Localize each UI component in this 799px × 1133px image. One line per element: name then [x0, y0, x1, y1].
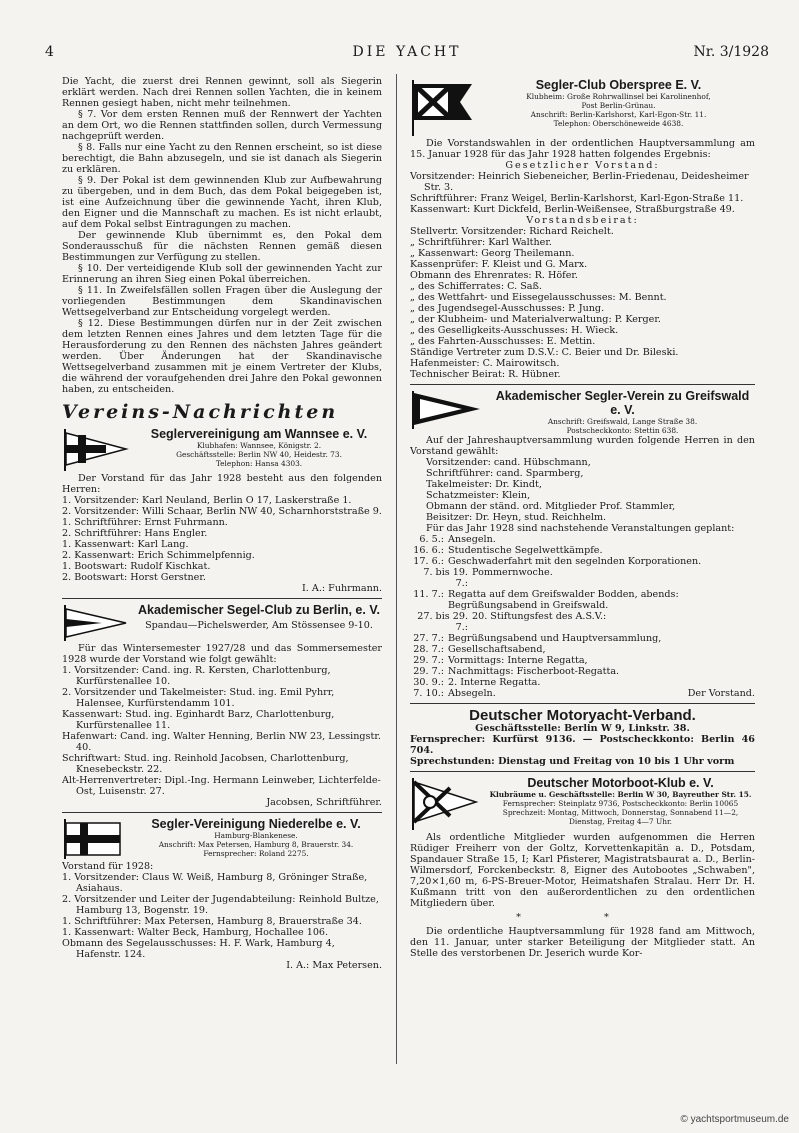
board-line: 1. Schriftführer: Ernst Fuhrmann. [62, 517, 228, 528]
program-text: Begrüßungsabend und Hauptversammlung, [448, 633, 662, 644]
board-line: Beisitzer: Dr. Heyn, stud. Reichhelm. [426, 512, 607, 523]
board-line: 2. Vorsitzender und Leiter der Jugendabteilung: Reinhold Bultze, Hamburg 13, Bogenstr. 19. [62, 894, 379, 916]
club-header-greifswald [410, 389, 755, 435]
program-item [410, 666, 755, 677]
program-item [410, 655, 755, 666]
program-item [410, 534, 755, 545]
club-name: Deutscher Motorboot-Klub e. V. [527, 776, 714, 790]
board-line: „ des Jugendsegel-Ausschusses: P. Jung. [410, 303, 605, 314]
paragraph: Die Yacht, die zuerst drei Rennen gewinnt, soll als Siegerin erklärt werden. Nach drei Rennen sollen Yachten, die in keinem Rennen gesiegt haben, nicht mehr teilnehmen. [62, 76, 382, 109]
board-line: Kassenprüfer: F. Kleist und G. Marx. [410, 259, 588, 270]
paragraph: § 7. Vor dem ersten Rennen muß der Rennwert der Yachten an dem Ort, wo die Rennen stattfinden sollen, durch Vermessung nachgeprüft werden. [62, 109, 382, 142]
board-line: Schatzmeister: Klein, [426, 490, 531, 501]
burgee-icon [62, 427, 130, 473]
program-item [410, 633, 755, 644]
program-text: Studentische Segelwettkämpfe. [448, 545, 603, 556]
board-line: Takelmeister: Dr. Kindt, [426, 479, 542, 490]
program-text: Regatta auf dem Greifswalder Bodden, abends: Begrüßungsabend in Greifswald. [448, 589, 679, 611]
program-item [410, 545, 755, 556]
separator-stars: * * [516, 912, 649, 923]
paragraph: § 9. Der Pokal ist dem gewinnenden Klub zur Aufbewahrung zu übergeben, und in dem Buch, das dem Pokal beigegeben ist, ist eine Aufzeichnung über die gewinnende Yacht, ihren Klub, den Eigner und die Mannschaft zu machen. Es ist nicht erlaubt, auf dem Pokal selbst Eintragungen zu machen. [62, 175, 382, 230]
program-date: 16. 6.: [413, 545, 444, 556]
club-info: Hamburg-Blankenese. [214, 831, 298, 840]
association-title: Deutscher Motoryacht-Verband. [469, 707, 696, 724]
program-text: 2. Interne Regatta. [448, 677, 541, 688]
paragraph: Als ordentliche Mitglieder wurden aufgenommen die Herren Rüdiger Freiherr von der Goltz, Korvettenkapitän a. D., Potsdam, Spandauer Straße 15, I; Karl Pfisterer, Magistratsbaurat a. D., Berlin-Wilmersdorf, Forckenbeckstr. 8, Eigner des Autobootes „Schwaben", 7,20×1,60 m, 6-PS-Breuer-Motor, Heimatshafen Stralau. Herr Dr. H. Kußmann tritt von den außerordentlichen zu den ordentlichen Mitgliedern über. [410, 832, 755, 909]
program-text: Gesellschaftsabend, [448, 644, 546, 655]
club-info: Klubheim: Große Rohrwallinsel bei Karolinenhof, [526, 92, 711, 101]
program-item [410, 688, 755, 699]
board-line: 2. Kassenwart: Erich Schimmelpfennig. [62, 550, 255, 561]
watermark: © yachtsportmuseum.de [680, 1114, 789, 1125]
program-item [410, 611, 755, 633]
club-info: Geschäftsstelle: Berlin NW 40, Heidestr. 73. [176, 450, 342, 459]
board-line: 1. Kassenwart: Walter Beck, Hamburg, Hochallee 106. [62, 927, 329, 938]
board-line: Vorsitzender: cand. Hübschmann, [426, 457, 591, 468]
right-column [410, 76, 755, 1076]
paragraph: Die Vorstandswahlen in der ordentlichen Hauptversammlung am 15. Januar 1928 für das Jahr 1928 hatten folgendes Ergebnis: [410, 138, 755, 160]
club-header-niederelbe [62, 817, 382, 861]
association-info: Sprechstunden: Dienstag und Freitag von 10 bis 1 Uhr vorm [410, 756, 735, 767]
divider [410, 384, 755, 385]
club-name: Akademischer Segler-Verein zu Greifswald e. V. [495, 389, 750, 417]
program-date: 29. 7.: [413, 655, 444, 666]
paragraph: Der gewinnende Klub übernimmt es, den Pokal dem Sonderausschuß für die nächsten Rennen gemäß diesen Bestimmungen zur Verfügung zu stellen. [62, 230, 382, 263]
magazine-title: DIE YACHT [352, 44, 462, 60]
pennant-icon [410, 389, 484, 431]
program-text: Vormittags: Interne Regatta, [448, 655, 588, 666]
paragraph: § 11. In Zweifelsfällen sollen Fragen über die Auslegung der vorliegenden Bestimmungen dem Skandinavischen Wettsegelverband zur Entscheidung vorgelegt werden. [62, 285, 382, 318]
board-line: Obmann des Segelausschusses: H. F. Wark, Hamburg 4, Hafenstr. 124. [62, 938, 335, 960]
paragraph: § 10. Der verteidigende Klub soll der gewinnenden Yacht zur Erinnerung an ihren Sieg einen Pokal überreichen. [62, 263, 382, 285]
paragraph: § 8. Falls nur eine Yacht zu den Rennen erscheint, so ist diese berechtigt, die Bahn abzusegeln, und sie ist danach als Siegerin zu erklären. [62, 142, 382, 175]
paragraph: Für das Jahr 1928 sind nachstehende Veranstaltungen geplant: [426, 523, 735, 534]
event-program [410, 534, 755, 699]
program-date: 30. 9.: [413, 677, 444, 688]
program-date: 17. 6.: [413, 556, 444, 567]
page-header [45, 44, 769, 64]
program-text: 20. Stiftungsfest des A.S.V.: [472, 611, 607, 622]
program-date: 27. bis 29. 7.: [417, 611, 468, 633]
board-line: 1. Vorsitzender: Karl Neuland, Berlin O 17, Laskerstraße 1. [62, 495, 352, 506]
board-line: „ des Fahrten-Ausschusses: E. Mettin. [410, 336, 596, 347]
program-text: Nachmittags: Fischerboot-Regatta. [448, 666, 620, 677]
board-line: Ständige Vertreter zum D.S.V.: C. Beier und Dr. Bileski. [410, 347, 679, 358]
board-line: Hafenwart: Cand. ing. Walter Henning, Berlin NW 23, Lessingstr. 40. [62, 731, 381, 753]
board-line: 2. Vorsitzender: Willi Schaar, Berlin NW 40, Scharnhorststraße 9. [62, 506, 382, 517]
board-line: 1. Bootswart: Rudolf Kischkat. [62, 561, 211, 572]
program-date: 29. 7.: [413, 666, 444, 677]
club-name: Akademischer Segel-Club zu Berlin, e. V. [138, 603, 380, 617]
column-divider [396, 74, 397, 1064]
signature: Jacobsen, Schriftführer. [266, 797, 382, 808]
club-info: Anschrift: Berlin-Karlshorst, Karl-Egon-Str. 11. [530, 110, 707, 119]
club-flag-icon [410, 78, 476, 138]
board-line: „ Schriftführer: Karl Walther. [410, 237, 552, 248]
program-date: 7. 10.: [413, 688, 444, 699]
club-info: Telephon: Hansa 4303. [215, 459, 303, 468]
paragraph: Der Vorstand für das Jahr 1928 besteht aus den folgenden Herren: [62, 473, 382, 495]
board-line: 1. Vorsitzender: Cand. ing. R. Kersten, Charlottenburg, Kurfürstenallee 10. [62, 665, 331, 687]
club-flag-icon [62, 817, 124, 861]
issue-number: Nr. 3/1928 [693, 44, 769, 60]
board-line: Schriftführer: cand. Sparmberg, [426, 468, 584, 479]
program-text: Pommernwoche. [472, 567, 553, 578]
club-info: Klubhafen: Wannsee, Königstr. 2. [196, 441, 322, 450]
signature: Der Vorstand. [687, 688, 755, 699]
board-line: Kassenwart: Stud. ing. Eginhardt Barz, Charlottenburg, Kurfürstenallee 11. [62, 709, 335, 731]
paragraph: Für das Wintersemester 1927/28 und das Sommersemester 1928 wurde der Vorstand wie folgt gewählt: [62, 643, 382, 665]
association-info: Fernsprecher: Kurfürst 9136. — Postscheckkonto: Berlin 46 704. [410, 734, 755, 756]
signature: I. A.: Fuhrmann. [302, 583, 382, 594]
program-item [410, 567, 755, 589]
club-info: Sprechzeit: Montag, Mittwoch, Donnerstag, Sonnabend 11—2, Dienstag, Freitag 4—7 Uhr. [502, 808, 739, 826]
club-info: Anschrift: Greifswald, Lange Straße 38. [547, 417, 698, 426]
board-line: „ des Schifferrates: C. Saß. [410, 281, 542, 292]
divider [62, 812, 382, 813]
board-line: Kassenwart: Kurt Dickfeld, Berlin-Weißensee, Straßburgstraße 49. [410, 204, 735, 215]
program-text: Absegeln. [448, 688, 496, 699]
board-line: „ Kassenwart: Georg Theilemann. [410, 248, 575, 259]
board-line: „ des Geselligkeits-Ausschusses: H. Wieck. [410, 325, 619, 336]
club-name: Segler-Vereinigung Niederelbe e. V. [151, 817, 361, 831]
subheading: Vorstandsbeirat: [526, 215, 639, 226]
program-text: Geschwaderfahrt mit den segelnden Korporationen. [448, 556, 702, 567]
club-address: Spandau—Pichelswerder, Am Stössensee 9-10. [145, 620, 373, 631]
paragraph: § 12. Diese Bestimmungen dürfen nur in der Zeit zwischen dem letzten Rennen eines Jahres und dem letzten Tage für die Herausforderung zu den Rennen des nächsten Jahres geändert werden. Über Änderungen hat der Skandinavische Wettsegelverband zusammen mit je einem Vertreter der Klubs, die während der voraufgehenden drei Jahre den Pokal gewonnen haben, zu entscheiden. [62, 318, 382, 395]
club-info: Anschrift: Max Petersen, Hamburg 8, Brauerstr. 34. [158, 840, 354, 849]
paragraph: Vorstand für 1928: [62, 861, 154, 872]
program-item [410, 677, 755, 688]
program-item [410, 589, 755, 611]
program-date: 27. 7.: [413, 633, 444, 644]
board-line: 2. Vorsitzender und Takelmeister: Stud. ing. Emil Pyhrr, Halensee, Kurfürstendamm 101. [62, 687, 335, 709]
divider [62, 598, 382, 599]
program-date: 28. 7.: [413, 644, 444, 655]
board-line: Alt-Herrenvertreter: Dipl.-Ing. Hermann Leinweber, Lichterfelde-Ost, Luisenstr. 27. [62, 775, 381, 797]
divider [410, 703, 755, 704]
club-name: Seglervereinigung am Wannsee e. V. [150, 427, 368, 441]
subheading: Gesetzlicher Vorstand: [505, 160, 660, 171]
board-line: Obmann des Ehrenrates: R. Höfer. [410, 270, 578, 281]
club-flag-icon [410, 776, 480, 832]
board-line: 2. Bootswart: Horst Gerstner. [62, 572, 206, 583]
signature: I. A.: Max Petersen. [286, 960, 382, 971]
program-item [410, 556, 755, 567]
club-info: Post Berlin-Grünau. [581, 101, 656, 110]
board-line: Technischer Beirat: R. Hübner. [410, 369, 561, 380]
program-date: 7. bis 19. 7.: [423, 567, 468, 589]
board-line: „ der Klubheim- und Materialverwaltung: P. Kerger. [410, 314, 661, 325]
paragraph: Auf der Jahreshauptversammlung wurden folgende Herren in den Vorstand gewählt: [410, 435, 755, 457]
program-date: 11. 7.: [413, 589, 444, 600]
program-item [410, 644, 755, 655]
board-line: Stellvertr. Vorsitzender: Richard Reichelt. [410, 226, 614, 237]
club-info: Postscheckkonto: Stettin 638. [566, 426, 679, 435]
board-line: Schriftwart: Stud. ing. Reinhold Jacobsen, Charlottenburg, Knesebeckstr. 22. [62, 753, 349, 775]
board-line: 1. Kassenwart: Karl Lang. [62, 539, 189, 550]
club-info: Klubräume u. Geschäftsstelle: Berlin W 30, Bayreuther Str. 15. [489, 790, 752, 799]
club-header-asc-berlin [62, 603, 382, 643]
section-title: Vereins-Nachrichten [62, 401, 339, 423]
divider [410, 771, 755, 772]
club-header-oberspree [410, 78, 755, 138]
board-line: Obmann der ständ. ord. Mitglieder Prof. Stammler, [426, 501, 676, 512]
club-header-dmbk [410, 776, 755, 832]
board-line: 1. Vorsitzender: Claus W. Weiß, Hamburg 8, Gröninger Straße, Asiahaus. [62, 872, 368, 894]
club-header-wannsee [62, 427, 382, 473]
board-line: 2. Schriftführer: Hans Engler. [62, 528, 208, 539]
page-number: 4 [45, 44, 54, 60]
club-name: Segler-Club Oberspree E. V. [535, 78, 702, 92]
program-text: Ansegeln. [448, 534, 496, 545]
board-line: Vorsitzender: Heinrich Siebeneicher, Berlin-Friedenau, Deidesheimer Str. 3. [410, 171, 749, 193]
board-line: „ des Wettfahrt- und Eissegelausschusses: M. Bennt. [410, 292, 667, 303]
association-info: Geschäftsstelle: Berlin W 9, Linkstr. 38. [475, 723, 690, 734]
board-line: Hafenmeister: C. Mairowitsch. [410, 358, 560, 369]
club-info: Telephon: Oberschöneweide 4638. [553, 119, 684, 128]
board-line: 1. Schriftführer: Max Petersen, Hamburg 8, Brauerstraße 34. [62, 916, 362, 927]
club-info: Fernsprecher: Roland 2275. [203, 849, 309, 858]
club-info: Fernsprecher: Steinplatz 9736, Postscheckkonto: Berlin 10065 [502, 799, 739, 808]
paragraph: Die ordentliche Hauptversammlung für 1928 fand am Mittwoch, den 11. Januar, unter starker Beteiligung der Mitglieder statt. An Stelle des verstorbenen Dr. Jeserich wurde Kor- [410, 926, 755, 959]
left-column [62, 76, 382, 1066]
program-date: 6. 5.: [419, 534, 444, 545]
board-line: Schriftführer: Franz Weigel, Berlin-Karlshorst, Karl-Egon-Straße 11. [410, 193, 744, 204]
pennant-icon [62, 603, 130, 643]
